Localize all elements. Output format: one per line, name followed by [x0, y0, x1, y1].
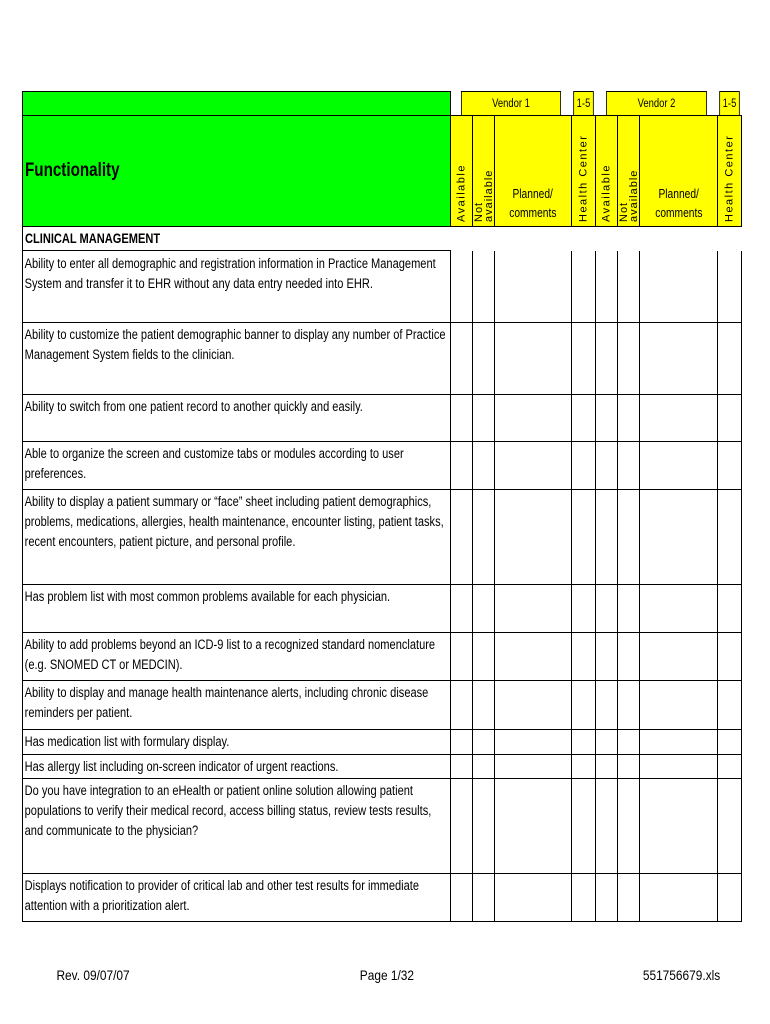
v2-planned-cell[interactable] [639, 873, 718, 922]
v2-planned-line2: comments [654, 206, 703, 220]
v1-available-cell[interactable] [450, 584, 473, 633]
v1-not-available-header [472, 115, 495, 227]
v1-health-center-cell[interactable] [571, 778, 596, 874]
requirement-description [22, 680, 451, 730]
v1-not-available-cell[interactable] [472, 584, 495, 633]
v1-not-available-cell[interactable] [472, 754, 495, 779]
v1-planned-cell[interactable] [494, 251, 572, 323]
v1-health-center-header [571, 115, 596, 227]
v1-planned-cell[interactable] [494, 632, 572, 681]
requirement-text: Ability to enter all demographic and registration information in Practice Management System and transfer it to EHR without any data entry needed into EHR. [24, 256, 436, 291]
requirement-text: Do you have integration to an eHealth or patient online solution allowing patient populations to verify their medical record, access billing status, review tests results, and communicate to the physician? [24, 783, 432, 838]
v1-not-available-cell[interactable] [472, 489, 495, 585]
v1-planned-cell[interactable] [494, 489, 572, 585]
requirement-description [22, 441, 451, 490]
v1-planned-cell[interactable] [494, 441, 572, 490]
requirement-description [22, 322, 451, 395]
v2-planned-cell[interactable] [639, 251, 718, 323]
requirement-description [22, 584, 451, 633]
v2-not-available-cell[interactable] [617, 680, 640, 730]
v1-available-header [450, 115, 473, 227]
v1-available-cell[interactable] [450, 489, 473, 585]
range1-label: 1-5 [573, 91, 594, 116]
footer-page: Page 1/32 [359, 967, 415, 983]
v1-available-cell[interactable] [450, 754, 473, 779]
v2-not-available-cell[interactable] [617, 729, 640, 755]
v2-planned-line1: Planned/ [658, 187, 699, 201]
v1-available-cell[interactable] [450, 873, 473, 922]
v2-health-center-header [717, 115, 742, 227]
v1-not-available-cell[interactable] [472, 729, 495, 755]
v1-available-cell[interactable] [450, 632, 473, 681]
requirement-description [22, 754, 451, 779]
v1-planned-cell[interactable] [494, 322, 572, 395]
v2-planned-cell[interactable] [639, 441, 718, 490]
v2-health-center-cell[interactable] [717, 729, 742, 755]
v2-available-cell[interactable] [595, 441, 618, 490]
v2-not-available-cell[interactable] [617, 489, 640, 585]
v1-planned-line1: Planned/ [512, 187, 554, 201]
requirement-text: Ability to switch from one patient record to another quickly and easily. [24, 399, 363, 414]
v1-health-center-cell[interactable] [571, 489, 596, 585]
v1-planned-cell[interactable] [494, 729, 572, 755]
v2-health-center-cell[interactable] [717, 778, 742, 874]
v2-not-available-cell[interactable] [617, 251, 640, 323]
v1-planned-cell[interactable] [494, 778, 572, 874]
requirement-text: Able to organize the screen and customize tabs or modules according to user preferences. [24, 446, 404, 481]
v2-planned-cell[interactable] [639, 729, 718, 755]
requirement-description [22, 729, 451, 755]
requirement-description [22, 873, 451, 922]
v2-planned-cell[interactable] [639, 322, 718, 395]
v1-available-cell[interactable] [450, 251, 473, 323]
v2-planned-cell[interactable] [639, 778, 718, 874]
requirement-description [22, 251, 451, 323]
requirement-description [22, 394, 451, 442]
v2-planned-cell[interactable] [639, 584, 718, 633]
range2-label: 1-5 [719, 91, 740, 116]
v2-not-available-header [617, 115, 640, 227]
section-heading [22, 227, 451, 251]
v1-available-cell[interactable] [450, 680, 473, 730]
vendor1-label: Vendor 1 [461, 91, 561, 116]
v2-not-available-cell[interactable] [617, 754, 640, 779]
v2-available-cell[interactable] [595, 251, 618, 323]
v1-planned-cell[interactable] [494, 680, 572, 730]
v2-available-cell[interactable] [595, 584, 618, 633]
v1-not-available-cell[interactable] [472, 873, 495, 922]
v1-available-cell[interactable] [450, 778, 473, 874]
v2-health-center-cell[interactable] [717, 680, 742, 730]
v2-available-cell[interactable] [595, 322, 618, 395]
v2-health-center-cell[interactable] [717, 394, 742, 442]
vendor2-label: Vendor 2 [606, 91, 707, 116]
footer-file: 551756679.xls [642, 967, 721, 983]
v2-planned-cell[interactable] [639, 754, 718, 779]
v2-not-available-cell[interactable] [617, 322, 640, 395]
v1-not-available-cell[interactable] [472, 322, 495, 395]
v2-available-header [595, 115, 618, 227]
section-title: CLINICAL MANAGEMENT [25, 231, 161, 246]
v1-health-center-cell[interactable] [571, 251, 596, 323]
v2-available-cell[interactable] [595, 778, 618, 874]
v1-not-available-cell[interactable] [472, 632, 495, 681]
requirement-description [22, 778, 451, 874]
v2-not-available-cell[interactable] [617, 394, 640, 442]
v1-available-cell[interactable] [450, 394, 473, 442]
v2-health-center-cell[interactable] [717, 632, 742, 681]
v2-planned-cell[interactable] [639, 680, 718, 730]
v1-planned-cell[interactable] [494, 873, 572, 922]
functionality-title: Functionality [25, 160, 120, 181]
footer-revision: Rev. 09/07/07 [56, 967, 130, 983]
v2-available-cell[interactable] [595, 394, 618, 442]
v2-available-label: Available [600, 164, 612, 222]
v1-planned-cell[interactable] [494, 754, 572, 779]
v2-planned-cell[interactable] [639, 394, 718, 442]
v1-not-available-cell[interactable] [472, 680, 495, 730]
v1-health-center-cell[interactable] [571, 632, 596, 681]
v2-planned-header [639, 115, 718, 227]
requirement-text: Has problem list with most common problems available for each physician. [24, 589, 391, 604]
v1-available-label: Available [455, 164, 467, 222]
v2-not-available-cell[interactable] [617, 873, 640, 922]
v1-planned-line2: comments [509, 206, 557, 220]
requirement-text: Has medication list with formulary display. [24, 734, 230, 749]
v1-health-center-cell[interactable] [571, 873, 596, 922]
v2-health-center-cell[interactable] [717, 441, 742, 490]
requirement-text: Ability to display and manage health maintenance alerts, including chronic disease reminders per patient. [24, 685, 429, 720]
v1-planned-cell[interactable] [494, 584, 572, 633]
v2-available-cell[interactable] [595, 632, 618, 681]
v2-not-available-cell[interactable] [617, 778, 640, 874]
requirement-text: Ability to display a patient summary or “face” sheet including patient demographics, problems, medications, allergies, health maintenance, encounter listing, patient tasks, recent encounters, patient picture, and personal profile. [24, 494, 444, 549]
requirement-text: Displays notification to provider of critical lab and other test results for immediate attention with a prioritization alert. [24, 878, 420, 913]
v1-health-center-cell[interactable] [571, 441, 596, 490]
requirement-description [22, 632, 451, 681]
requirement-text: Ability to customize the patient demographic banner to display any number of Practice Management System fields to the clinician. [24, 327, 446, 362]
v1-available-cell[interactable] [450, 441, 473, 490]
requirement-text: Has allergy list including on-screen indicator of urgent reactions. [24, 759, 339, 774]
v1-health-center-cell[interactable] [571, 680, 596, 730]
v2-available-cell[interactable] [595, 680, 618, 730]
v1-available-cell[interactable] [450, 729, 473, 755]
v2-not-available-label: Not available [617, 169, 640, 222]
v2-available-cell[interactable] [595, 489, 618, 585]
v2-available-cell[interactable] [595, 729, 618, 755]
v2-not-available-cell[interactable] [617, 632, 640, 681]
v1-not-available-cell[interactable] [472, 394, 495, 442]
v2-health-center-cell[interactable] [717, 322, 742, 395]
v1-planned-cell[interactable] [494, 394, 572, 442]
v2-health-center-cell[interactable] [717, 584, 742, 633]
v1-health-center-cell[interactable] [571, 729, 596, 755]
v1-health-center-label: Health Center [577, 134, 589, 222]
v1-health-center-cell[interactable] [571, 754, 596, 779]
v2-health-center-cell[interactable] [717, 873, 742, 922]
functionality-header [22, 115, 451, 227]
v2-planned-cell[interactable] [639, 632, 718, 681]
v1-health-center-cell[interactable] [571, 584, 596, 633]
v2-available-cell[interactable] [595, 873, 618, 922]
v1-not-available-cell[interactable] [472, 251, 495, 323]
v1-health-center-cell[interactable] [571, 322, 596, 395]
v2-planned-cell[interactable] [639, 489, 718, 585]
v1-not-available-label: Not available [472, 169, 495, 222]
v2-not-available-cell[interactable] [617, 441, 640, 490]
v2-health-center-cell[interactable] [717, 251, 742, 323]
v2-health-center-cell[interactable] [717, 489, 742, 585]
header-top-left [22, 91, 451, 116]
v1-not-available-cell[interactable] [472, 778, 495, 874]
requirement-text: Ability to add problems beyond an ICD-9 list to a recognized standard nomenclature (e.g. SNOMED CT or MEDCIN). [24, 637, 436, 672]
v1-planned-header [494, 115, 572, 227]
v2-health-center-label: Health Center [723, 134, 735, 222]
v2-health-center-cell[interactable] [717, 754, 742, 779]
requirement-description [22, 489, 451, 585]
v1-not-available-cell[interactable] [472, 441, 495, 490]
v2-not-available-cell[interactable] [617, 584, 640, 633]
v1-health-center-cell[interactable] [571, 394, 596, 442]
v2-available-cell[interactable] [595, 754, 618, 779]
v1-available-cell[interactable] [450, 322, 473, 395]
